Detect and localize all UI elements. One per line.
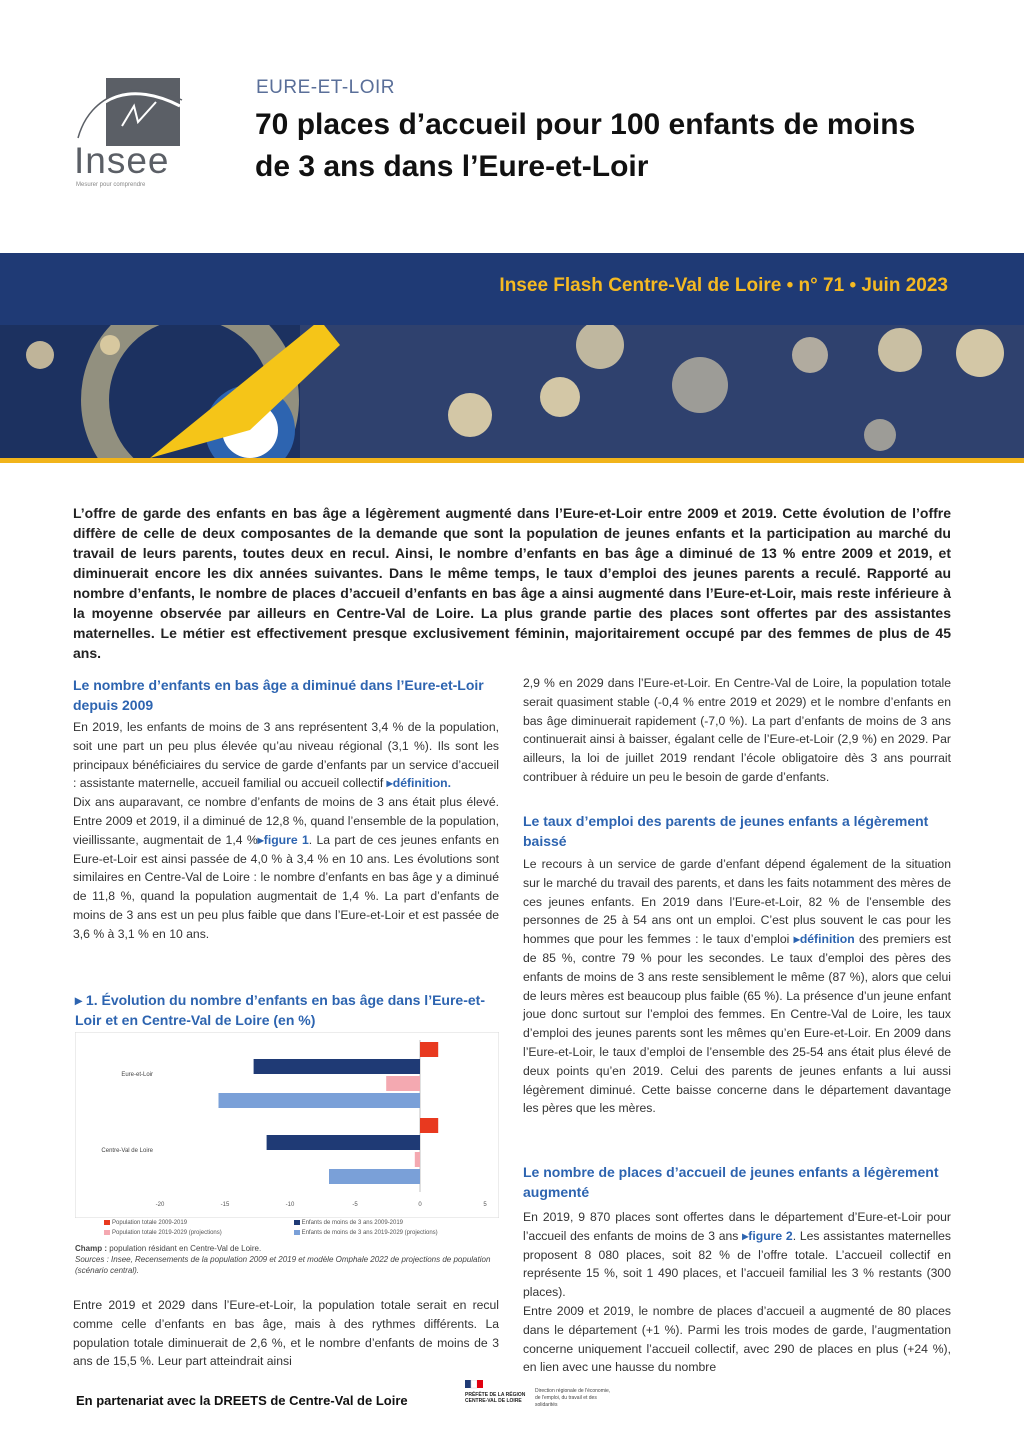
right-text-3 (523, 1208, 951, 1377)
champ-label: Champ : (75, 1244, 107, 1253)
figure-source (75, 1243, 499, 1276)
section-heading-1: Le nombre d’enfants en bas âge a diminué dans l’Eure-et-Loir depuis 2009 (73, 677, 484, 713)
legend-item (294, 1218, 484, 1228)
bar (415, 1152, 420, 1167)
definition-link[interactable]: ▸définition. (386, 776, 451, 791)
left-text-1 (73, 718, 499, 944)
legend-swatch (294, 1230, 300, 1235)
insee-logo (72, 76, 184, 192)
decorative-banner (0, 325, 1024, 458)
bar (219, 1093, 421, 1108)
x-tick-label: -20 (155, 1202, 165, 1208)
region-label: EURE-ET-LOIR (256, 77, 396, 98)
paragraph (523, 1208, 951, 1302)
category-label: Centre-Val de Loire (101, 1148, 153, 1154)
paragraph-text: Le recours à un service de garde d’enfant dépend également de la situation sur le marché du travail des parents, et dans les faits notamment des mères de ces jeunes enfants. En 2019 dans l’Eure-et-Loir, 82 % de l’ensemble des personnes de 25 à 54 ans ont un emploi. C’est plus souvent le cas pour les hommes que pour les femmes : le taux d’emploi (523, 857, 951, 947)
x-tick-label: -5 (352, 1202, 358, 1208)
dreets-label: Direction régionale de l'économie, de l'emploi, du travail et des solidarités (535, 1388, 611, 1408)
logo-curve-icon (72, 76, 184, 146)
legend-label: Enfants de moins de 3 ans 2019-2029 (projections) (301, 1230, 438, 1236)
figure-1-chart (75, 1032, 499, 1242)
bar-chart (75, 1032, 499, 1218)
logo-tagline: Mesurer pour comprendre (76, 182, 146, 188)
partnership-note: En partenariat avec la DREETS de Centre-Val de Loire (76, 1393, 408, 1408)
figure-1-title: ▸ 1. Évolution du nombre d’enfants en bas âge dans l’Eure-et-Loir et en Centre-Val de Loire (en %) (75, 992, 485, 1028)
legend-label: Population totale 2019-2029 (projections) (112, 1230, 222, 1236)
paragraph: 2,9 % en 2029 dans l’Eure-et-Loir. En Centre-Val de Loire, la population totale serait quasiment stable (-0,4 % entre 2019 et 2029) et le nombre d’enfants en bas âge diminuerait rapidement (-7,0 %). La part d’enfants de moins de 3 ans continuerait ainsi à baisser, égalant celle de l’Eure-et-Loir (2,9 %) en 2029. Par ailleurs, la loi de juillet 2019 rendant l’école obligatoire dès 3 ans pourrait contribuer à réduire un peu le besoin de garde d’enfants. (523, 676, 951, 784)
chart-legend (104, 1218, 499, 1238)
prefet-label: PRÉFÈTE DE LA RÉGION CENTRE-VAL DE LOIRE (465, 1392, 526, 1404)
x-tick-label: 0 (418, 1202, 422, 1208)
legend-item (104, 1218, 294, 1228)
legend-swatch (104, 1220, 110, 1225)
right-text-1 (523, 674, 951, 787)
logo-wordmark: Insee (74, 140, 170, 181)
x-tick-label: -10 (285, 1202, 295, 1208)
left-text-2 (73, 1296, 499, 1371)
bar (254, 1059, 420, 1074)
champ-text: population résidant en Centre-Val de Loire. (107, 1244, 262, 1253)
paragraph (523, 855, 951, 1118)
legend-label: Enfants de moins de 3 ans 2009-2019 (301, 1220, 403, 1226)
gold-rule (0, 458, 1024, 463)
category-label: Eure-et-Loir (121, 1072, 153, 1078)
section-heading-3: Le nombre de places d’accueil de jeunes enfants a légèrement augmenté (523, 1164, 939, 1200)
paragraph-text: . La part de ces jeunes enfants en Eure-et-Loir est ainsi passée de 4,0 % à 3,4 % en 10 ans. Les évolutions sont similaires en Centre-Val de Loire : le nombre d’enfants en bas âge y a diminué de 11,8 %, quand la population augmentait de 1,4 %. La part d’enfants de moins de 3 ans est un peu plus faible que dans l’Eure-et-Loir et est passée de 3,6 % à 3,1 % en 10 ans. (73, 832, 499, 941)
legend-swatch (294, 1220, 300, 1225)
legend-item (294, 1228, 484, 1238)
definition-link[interactable]: ▸définition (793, 932, 855, 947)
page-title: 70 places d’accueil pour 100 enfants de moins de 3 ans dans l’Eure-et-Loir (255, 108, 916, 183)
paragraph (73, 718, 499, 793)
bar (420, 1042, 438, 1057)
banner-art-icon (0, 325, 1024, 458)
bar (267, 1135, 420, 1150)
paragraph: Entre 2019 et 2029 dans l’Eure-et-Loir, la population totale serait en recul comme celle d’enfants en bas âge, mais à des rythmes différents. La population totale diminuerait de 2,6 %, et le nombre d’enfants de moins de 3 ans de 15,5 %. Leur part atteindrait ainsi (73, 1298, 499, 1369)
legend-label: Population totale 2009-2019 (112, 1220, 188, 1226)
champ-line (75, 1243, 499, 1254)
paragraph-text: En 2019, 9 870 places sont offertes dans le département d’Eure-et-Loir pour l’accueil des enfants de moins de 3 ans (523, 1210, 951, 1243)
abstract: L’offre de garde des enfants en bas âge a légèrement augmenté dans l’Eure-et-Loir entre 2009 et 2019. Cette évolution de l’offre diffère de celle de deux composantes de la demande que sont la population de jeunes enfants et la participation au marché du travail de leurs parents, toutes deux en recul. Ainsi, le nombre d’enfants en bas âge a diminué de 13 % entre 2009 et 2019, et diminuerait encore les dix années suivantes. Dans le même temps, le taux d’emploi des jeunes parents a reculé. Rapporté au nombre d’enfants, le nombre de places d’accueil d’enfants en bas âge a ainsi augmenté dans l’Eure-et-Loir, mais reste inférieure à la moyenne observée par ailleurs en Centre-Val de Loire. La plus grande partie des places sont offertes par des assistantes maternelles. Le métier est effectivement presque exclusivement féminin, majoritairement occupé par des femmes de plus de 45 ans. (73, 505, 951, 661)
legend-swatch (104, 1230, 110, 1235)
legend-item (104, 1228, 294, 1238)
figure-1-link[interactable]: ▸figure 1 (257, 832, 309, 847)
sources-line (75, 1254, 499, 1276)
paragraph (73, 793, 499, 943)
x-tick-label: 5 (483, 1202, 487, 1208)
sources-text: Sources : Insee, Recensements de la population 2009 et 2019 et modèle Omphale 2022 de projections de population (scénario central). (75, 1255, 491, 1275)
figure-2-link[interactable]: ▸figure 2 (742, 1228, 793, 1243)
bar (420, 1118, 438, 1133)
bar (386, 1076, 420, 1091)
paragraph-text: En 2019, les enfants de moins de 3 ans représentent 3,4 % de la population, soit une part un peu plus élevée qu’au niveau régional (3,1 %). Ils sont les principaux bénéficiaires du service de garde d’enfants par un service d’accueil : assistante maternelle, accueil familial ou accueil collectif (73, 720, 499, 791)
section-heading-2: Le taux d’emploi des parents de jeunes enfants a légèrement baissé (523, 813, 929, 849)
bar (329, 1169, 420, 1184)
paragraph-text: . Les assistantes maternelles proposent 8 080 places, soit 82 % de l’offre totale. L’accueil collectif en représente 15 %, soit 1 490 places, et l’accueil familial les 3 % restants (300 places). (523, 1228, 952, 1300)
right-text-2 (523, 855, 951, 1118)
series-label: Insee Flash Centre-Val de Loire • n° 71 • Juin 2023 (499, 275, 948, 296)
paragraph-text: Dix ans auparavant, ce nombre d’enfants de moins de 3 ans était plus élevé. Entre 2009 et 2019, il a diminué de 12,8 %, quand l’ensemble de la population, vieillissante, augmentait de 1,4 % (73, 795, 499, 847)
x-tick-label: -15 (220, 1202, 230, 1208)
paragraph-text: des premiers est de 85 %, contre 79 % pour les secondes. Le taux d’emploi des pères des enfants de moins de 3 ans reste sensiblement le même (87 %), alors que celui de leurs mères est beaucoup plus faible (65 %). La présence d’un jeune enfant joue donc surtout sur l’emploi des femmes. En Centre-Val de Loire, les taux d’emploi des jeunes parents sont les mêmes qu’en Eure-et-Loir. En 2009 dans l’Eure-et-Loir, le taux d’emploi de l’ensemble des 25-54 ans était plus élevé de deux points qu’en 2019. Celui des parents de jeunes enfants a lui aussi légèrement diminué. Cette baisse concerne dans le département davantage les pères que les mères. (523, 932, 951, 1116)
paragraph: Entre 2009 et 2019, le nombre de places d’accueil a augmenté de 80 places dans le département (+1 %). Parmi les trois modes de garde, l’augmentation concerne uniquement l’accueil collectif, avec 290 de places en plus (+24 %), en lien avec une hausse du nombre (523, 1303, 951, 1375)
